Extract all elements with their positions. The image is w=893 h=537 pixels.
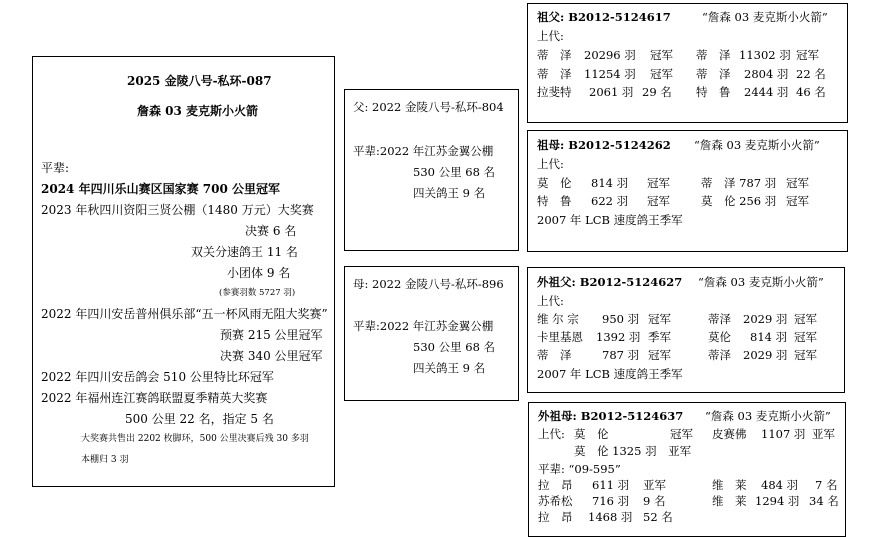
achievement-line: 决赛 6 名 — [245, 224, 297, 238]
achievement-line: 双关分速鸽王 11 名 — [191, 245, 298, 259]
card-title: 祖父: B2012-5124617 — [537, 10, 671, 24]
subject-ring: 2025 金陵八号-私环-087 — [127, 74, 272, 88]
achievement-line: 2022 年四川安岳普州俱乐部“五一杯风雨无阻大奖赛” — [41, 307, 328, 321]
card-title: 外祖母: B2012-5124637 — [538, 409, 684, 423]
ancestors-label: 上代: — [537, 29, 564, 43]
card-title: 祖母: B2012-5124262 — [537, 138, 671, 152]
mother-line: 530 公里 68 名 — [413, 340, 496, 354]
card-note: 2007 年 LCB 速度鸽王季军 — [537, 213, 683, 227]
subject-card — [32, 56, 335, 487]
father-ring: 父: 2022 金陵八号-私环-804 — [353, 100, 504, 114]
achievement-line: 决赛 340 公里冠军 — [220, 349, 323, 363]
paternal-grandfather-card: 祖父: B2012-5124617 “詹森 03 麦克斯小火箭” 上代: 蒂 泽 20296 羽 冠军 蒂 泽 11302 羽 冠军 蒂 泽 11254 羽 冠军 蒂 泽 2804 羽 22 名 拉斐特 2061 羽 29 名 特 鲁 2444 羽 46 名 — [527, 3, 848, 123]
card-name: “詹森 03 麦克斯小火箭” — [705, 409, 831, 423]
generation-label: 平辈: — [41, 161, 70, 175]
ancestors-label: 上代: — [538, 427, 565, 441]
achievement-line: 2024 年四川乐山赛区国家赛 700 公里冠军 — [41, 182, 280, 196]
achievement-line: 2022 年福州连江赛鸽联盟夏季精英大奖赛 — [41, 391, 268, 405]
mother-ring: 母: 2022 金陵八号-私环-896 — [353, 277, 504, 291]
card-title: 外祖父: B2012-5124627 — [537, 275, 683, 289]
paternal-grandmother-card: 祖母: B2012-5124262 “詹森 03 麦克斯小火箭” 上代: 莫 伦 814 羽 冠军 蒂 泽 787 羽 冠军 特 鲁 622 羽 冠军 莫 伦 256 羽 冠军 2007 年 LCB 速度鸽王季军 — [527, 130, 848, 252]
ancestors-label: 上代: — [537, 294, 564, 308]
father-card — [344, 89, 519, 251]
achievement-line: 2023 年秋四川资阳三贤公棚（1480 万元）大奖赛 — [41, 203, 314, 217]
ancestors-label: 上代: — [537, 157, 564, 171]
card-note: 2007 年 LCB 速度鸽王季军 — [537, 367, 683, 381]
maternal-grandmother-card: 外祖母: B2012-5124637 “詹森 03 麦克斯小火箭” 上代: 莫 伦 冠军 皮赛佛 1107 羽 亚军 莫 伦 1325 羽 亚军 平辈: “09-595” 拉 昂 611 羽 亚军 维 莱 484 羽 7 名 苏希松 716 羽 9 名 维 莱 1294 羽 34 名 拉 昂 1468 羽 52 名 — [528, 402, 846, 537]
mother-generation: 平辈:2022 年江苏金翼公棚 — [353, 319, 494, 333]
subject-name: 詹森 03 麦克斯小火箭 — [137, 104, 259, 118]
mother-card — [344, 266, 519, 401]
card-name: “詹森 03 麦克斯小火箭” — [698, 275, 824, 289]
maternal-grandfather-card: 外祖父: B2012-5124627 “詹森 03 麦克斯小火箭” 上代: 维 尔 宗 950 羽 冠军 蒂泽 2029 羽 冠军 卡里基恩 1392 羽 季军 莫伦 814 羽 冠军 蒂 泽 787 羽 冠军 蒂泽 2029 羽 冠军 2007 年 LCB 速度鸽王季军 — [527, 267, 845, 393]
card-name: “詹森 03 麦克斯小火箭” — [702, 10, 828, 24]
ancestor-line: 莫 伦 1325 羽 亚军 — [574, 444, 692, 458]
achievement-line: 500 公里 22 名，指定 5 名 — [125, 412, 274, 426]
sibling-label: 平辈: “09-595” — [538, 462, 621, 476]
father-line: 530 公里 68 名 — [413, 165, 496, 179]
father-line: 四关鸽王 9 名 — [413, 186, 486, 200]
achievement-line: 2022 年四川安岳鸽会 510 公里特比环冠军 — [41, 370, 274, 384]
card-name: “詹森 03 麦克斯小火箭” — [694, 138, 820, 152]
achievement-line: 小团体 9 名 — [227, 266, 291, 280]
father-generation: 平辈:2022 年江苏金翼公棚 — [353, 144, 494, 158]
remark-line: 本棚归 3 羽 — [81, 455, 129, 465]
achievement-line: 预赛 215 公里冠军 — [220, 328, 323, 342]
entry-count-note: (参赛羽数 5727 羽) — [219, 288, 296, 298]
remark-line: 大奖赛共售出 2202 枚脚环，500 公里决赛后残 30 多羽 — [81, 434, 309, 444]
mother-line: 四关鸽王 9 名 — [413, 361, 486, 375]
